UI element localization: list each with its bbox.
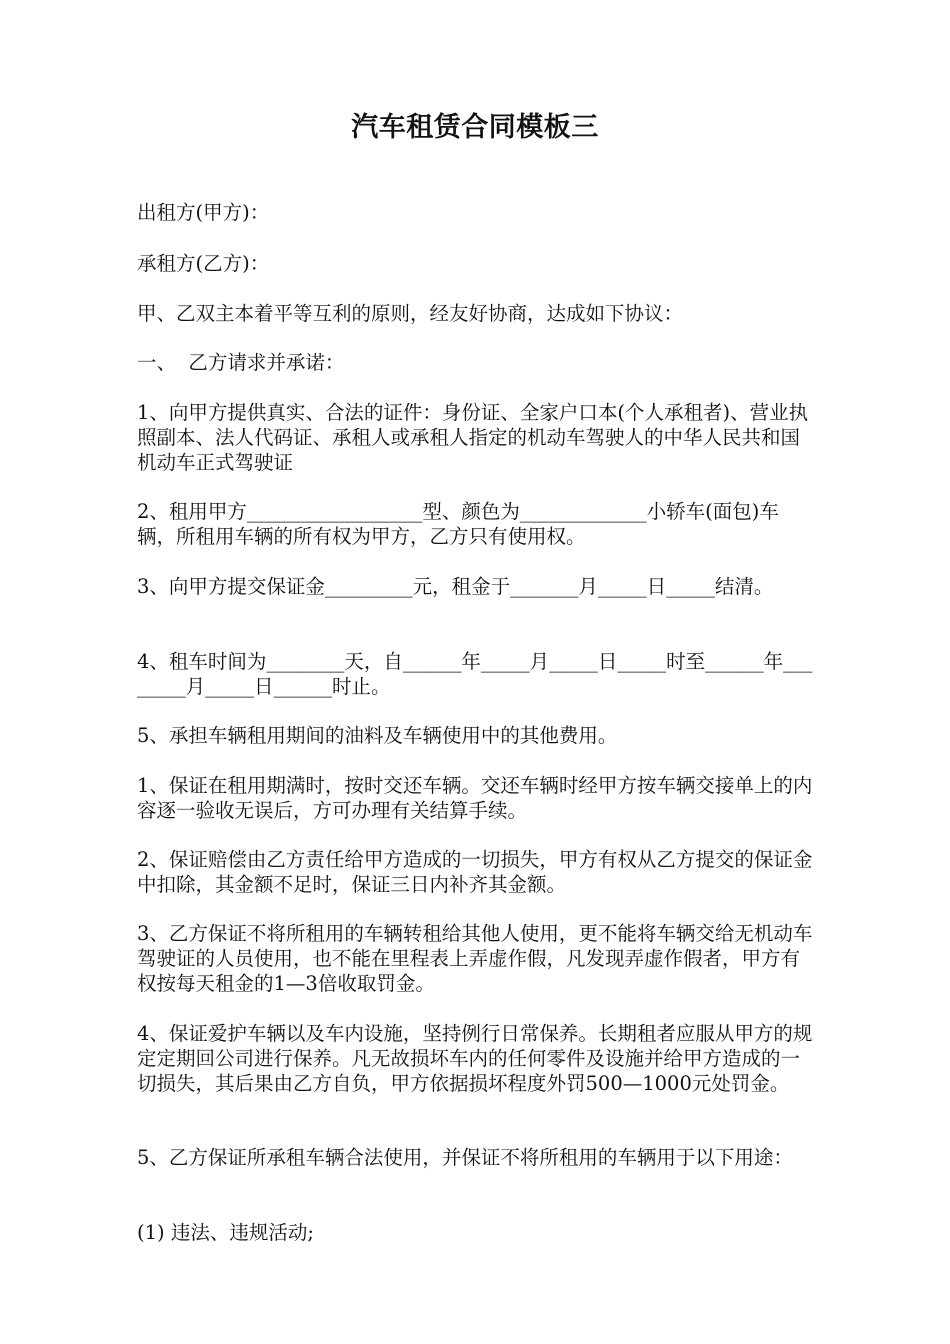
clause-deposit: 3、向甲方提交保证金_________元，租金于_______月_____日_____结清。	[137, 575, 774, 598]
clause-maintenance: 4、保证爱护车辆以及车内设施，坚持例行日常保养。长期租者应服从甲方的规定定期回公司进行保养。凡无故损坏车内的任何零件及设施并给甲方造成的一切损失，其后果由乙方自负，甲方依据损坏程度外罚500—1000元处罚金。	[137, 1022, 813, 1095]
clause-rental-period: 4、租车时间为________天，自______年_____月_____日_____时至______年________月_____日______时止。	[137, 650, 813, 698]
clause-no-sublease: 3、乙方保证不将所租用的车辆转租给其他人使用，更不能将车辆交给无机动车驾驶证的人员使用，也不能在里程表上弄虚作假，凡发现弄虚作假者，甲方有权按每天租金的1—3倍收取罚金。	[137, 922, 813, 995]
paragraph-lessee: 承租方(乙方)：	[137, 252, 270, 275]
clause-lawful-use: 5、乙方保证所承租车辆合法使用，并保证不将所租用的车辆用于以下用途：	[137, 1146, 793, 1169]
clause-fuel-costs: 5、承担车辆租用期间的油料及车辆使用中的其他费用。	[137, 724, 618, 747]
paragraph-lessor: 出租方(甲方)：	[137, 201, 270, 224]
clause-compensation: 2、保证赔偿由乙方责任给甲方造成的一切损失，甲方有权从乙方提交的保证金中扣除，其金额不足时，保证三日内补齐其金额。	[137, 848, 813, 896]
clause-return-vehicle: 1、保证在租用期满时，按时交还车辆。交还车辆时经甲方按车辆交接单上的内容逐一验收无误后，方可办理有关结算手续。	[137, 774, 813, 822]
clause-documents: 1、向甲方提供真实、合法的证件：身份证、全家户口本(个人承租者)、营业执照副本、法人代码证、承租人或承租人指定的机动车驾驶人的中华人民共和国机动车正式驾驶证	[137, 401, 809, 474]
clause-item-illegal-activities: (1) 违法、违规活动;	[137, 1221, 314, 1244]
document-title: 汽车租赁合同模板三	[351, 112, 599, 143]
clause-vehicle: 2、租用甲方__________________型、颜色为_____________小轿车(面包)车辆，所租用车辆的所有权为甲方，乙方只有使用权。	[137, 500, 779, 548]
paragraph-preamble: 甲、乙双主本着平等互利的原则，经友好协商，达成如下协议：	[137, 302, 684, 325]
section-heading-lessee-commitments: 一、 乙方请求并承诺：	[137, 351, 345, 374]
